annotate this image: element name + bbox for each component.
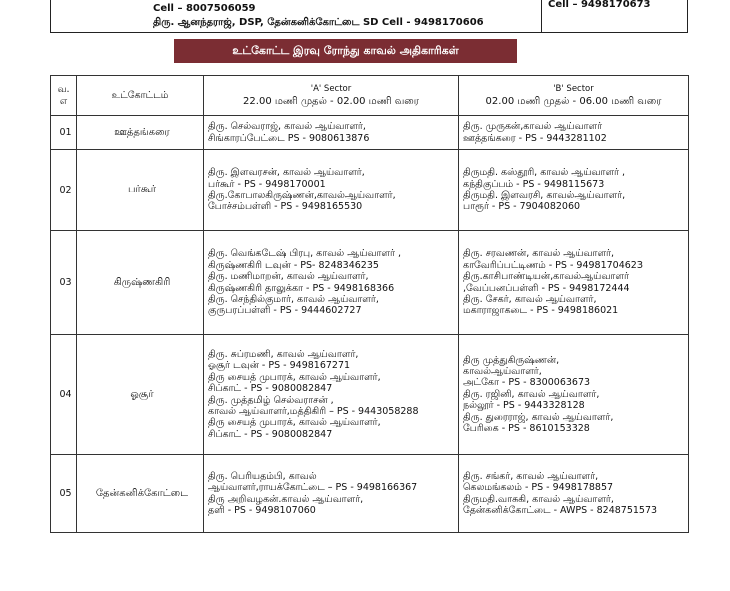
row-sn: 04 xyxy=(51,335,77,455)
header-sn xyxy=(51,76,77,116)
officer-line: திரு. பெரியதம்பி, காவல் xyxy=(208,470,317,482)
sector-a-officers xyxy=(204,455,459,533)
officer-line: திருமதி. கஸ்தூரி, காவல் ஆய்வாளர் , xyxy=(463,167,626,179)
officer-line: சிப்காட் - PS - 9080082847 xyxy=(208,428,333,440)
officer-line: திரு.கோபாலகிருஷ்ணன்,காவல்ஆய்வாளர், xyxy=(208,190,396,201)
row-subdivision: பர்கூர் xyxy=(77,150,204,231)
officer-line: திரு. துரைராஜ், காவல் ஆய்வாளர், xyxy=(463,411,614,423)
officer-line: திரு. சேகர், காவல் ஆய்வாளர், xyxy=(463,293,597,305)
officer-line: திரு. இளவரசன், காவல் ஆய்வாளர், xyxy=(208,167,365,179)
sector-b-officers xyxy=(459,150,689,231)
header-sector-b xyxy=(459,76,689,116)
officer-line: திரு.காசிபாண்டியன்,காவல்ஆய்வாளர் xyxy=(463,271,629,283)
top-dsp-line: திரு. ஆனந்தராஜ், DSP, தேன்கனிக்கோட்டை SD Cell - 9498170606 xyxy=(153,17,484,28)
officer-line: திரு. முருகன்,காவல் ஆய்வாளர் xyxy=(463,121,603,133)
officer-line: திரு சையத் முபாரக், காவல் ஆய்வாளர், xyxy=(208,417,381,429)
header-time-a: 22.00 மணி முதல் - 02.00 மணி வரை xyxy=(243,96,419,107)
header-subdivision: உட்கோட்டம் xyxy=(77,76,204,116)
header-sector-b-label: 'B' Sector xyxy=(553,84,594,94)
row-sn: 01 xyxy=(51,116,77,150)
officer-line: காவேரிப்பட்டிணம் - PS - 9498170462З xyxy=(463,259,643,271)
officer-line: திரு அறிவழகன்.காவல் ஆய்வாளர், xyxy=(208,493,364,505)
sector-a-officers xyxy=(204,335,459,455)
officer-line: ஆய்வாளர்,ராயக்கோட்டை – PS - 9498166367 xyxy=(208,482,418,494)
officer-line: திரு சையத் முபாரக், காவல் ஆய்வாளர், xyxy=(208,371,381,383)
top-table-divider xyxy=(541,0,542,32)
officer-line: ஊத்தங்கரை - PS - 9443281102 xyxy=(463,132,607,144)
officer-line: திருமதி. இளவரசி, காவல்ஆய்வாளர், xyxy=(463,190,626,201)
officer-line: காவல் ஆய்வாளர்,மத்திகிரி – PS - 9443058288 xyxy=(208,405,419,417)
officer-line: திரு. முத்தமிழ் செல்வராசன் , xyxy=(208,394,334,406)
row-subdivision: ஊத்தங்கரை xyxy=(77,116,204,150)
officer-line: பர்கூர் - PS - 9498170001 xyxy=(208,178,326,190)
officer-line: திரு. மணிமாறன், காவல் ஆய்வாளர், xyxy=(208,271,369,283)
sector-a-officers xyxy=(204,150,459,231)
row-sn: 05 xyxy=(51,455,77,533)
header-sector-a xyxy=(204,76,459,116)
officer-line: மகாராஜாகடை - PS - 9498186021 xyxy=(463,305,619,317)
row-subdivision: தேன்கனிக்கோட்டை xyxy=(77,455,204,533)
sector-b-officers xyxy=(459,455,689,533)
officer-line: திரு. ரஜினி, காவல் ஆய்வாளர், xyxy=(463,388,600,400)
officer-line: ஓசூர் டவுன் - PS - 9498167271 xyxy=(208,360,351,372)
officer-line: காவல்ஆய்வாளர், xyxy=(463,365,542,377)
officer-line: நல்லூர் - PS - 9443328128 xyxy=(463,400,585,412)
officer-line: சிப்காட் - PS - 9080082847 xyxy=(208,383,333,395)
officer-line: திரு முத்துகிருஷ்ணன், xyxy=(463,354,560,366)
sector-b-officers xyxy=(459,231,689,335)
row-subdivision: ஓசூர் xyxy=(77,335,204,455)
header-sn-line2: எ xyxy=(59,95,68,107)
night-patrol-table xyxy=(50,75,689,533)
officer-line: ,வேப்பனப்பள்ளி - PS - 9498172444 xyxy=(463,282,630,294)
officer-line: திரு. சரவணன், காவல் ஆய்வாளர், xyxy=(463,248,615,260)
officer-line: திரு. சுப்ரமணி, காவல் ஆய்வாளர், xyxy=(208,348,359,360)
officer-line: கெலமங்கலம் - PS - 9498178857 xyxy=(463,482,614,494)
banner-title: உட்கோட்ட இரவு ரோந்து காவல் அதிகாரிகள் xyxy=(174,39,517,63)
row-sn: 02 xyxy=(51,150,77,231)
officer-line: அட்கோ - PS - 8300063673 xyxy=(463,377,591,389)
table-row xyxy=(51,455,689,533)
officer-line: திருமதி.வாசுகி, காவல் ஆய்வாளர், xyxy=(463,493,614,505)
header-time-b: 02.00 மணி முதல் - 06.00 மணி வரை xyxy=(485,96,662,107)
officer-line: திரு. செந்தில்குமார், காவல் ஆய்வாளர், xyxy=(208,293,379,305)
officer-line: பாரூர் - PS - 7904082060 xyxy=(463,201,581,213)
table-row xyxy=(51,231,689,335)
officer-line: கந்திகுப்பம் - PS - 9498115673 xyxy=(463,178,605,190)
officer-line: தேன்கனிக்கோட்டை - AWPS - 8248751573 xyxy=(463,504,658,516)
officer-line: குருபரப்பள்ளி - PS - 9444602727 xyxy=(208,305,362,317)
header-sn-line1: வ. xyxy=(57,84,70,96)
officer-line: சிங்காரப்பேட்டை PS - 9080613876 xyxy=(208,132,370,144)
officer-line: கிருஷ்ணகிரி டவுன் - PS- 8248346235 xyxy=(208,259,379,271)
row-subdivision: கிருஷ்ணகிரி xyxy=(77,231,204,335)
sector-b-officers xyxy=(459,116,689,150)
officer-line: திரு. சங்கர், காவல் ஆய்வாளர், xyxy=(463,470,599,482)
sector-a-officers xyxy=(204,231,459,335)
top-right-cell: Cell – 9498170673 xyxy=(548,0,651,10)
officer-line: திரு. செல்வராஜ், காவல் ஆய்வாளர், xyxy=(208,121,366,133)
officer-line: தளி - PS - 9498107060 xyxy=(208,504,316,516)
header-row xyxy=(51,76,689,116)
table-row xyxy=(51,116,689,150)
sector-a-officers xyxy=(204,116,459,150)
officer-line: திரு. வெங்கடேஷ் பிரபு, காவல் ஆய்வாளர் , xyxy=(208,248,401,260)
header-sector-a-label: 'A' Sector xyxy=(310,84,352,94)
officer-line: போச்சம்பள்ளி - PS - 9498165530 xyxy=(208,201,363,213)
sector-b-officers xyxy=(459,335,689,455)
table-row xyxy=(51,150,689,231)
row-sn: 03 xyxy=(51,231,77,335)
officer-line: பேரிகை - PS - 8610153328 xyxy=(463,423,590,435)
top-left-cell: Cell – 8007506059 xyxy=(153,3,256,14)
officer-line: கிருஷ்ணகிரி தாலுக்கா - PS - 9498168366 xyxy=(208,282,395,294)
table-row xyxy=(51,335,689,455)
